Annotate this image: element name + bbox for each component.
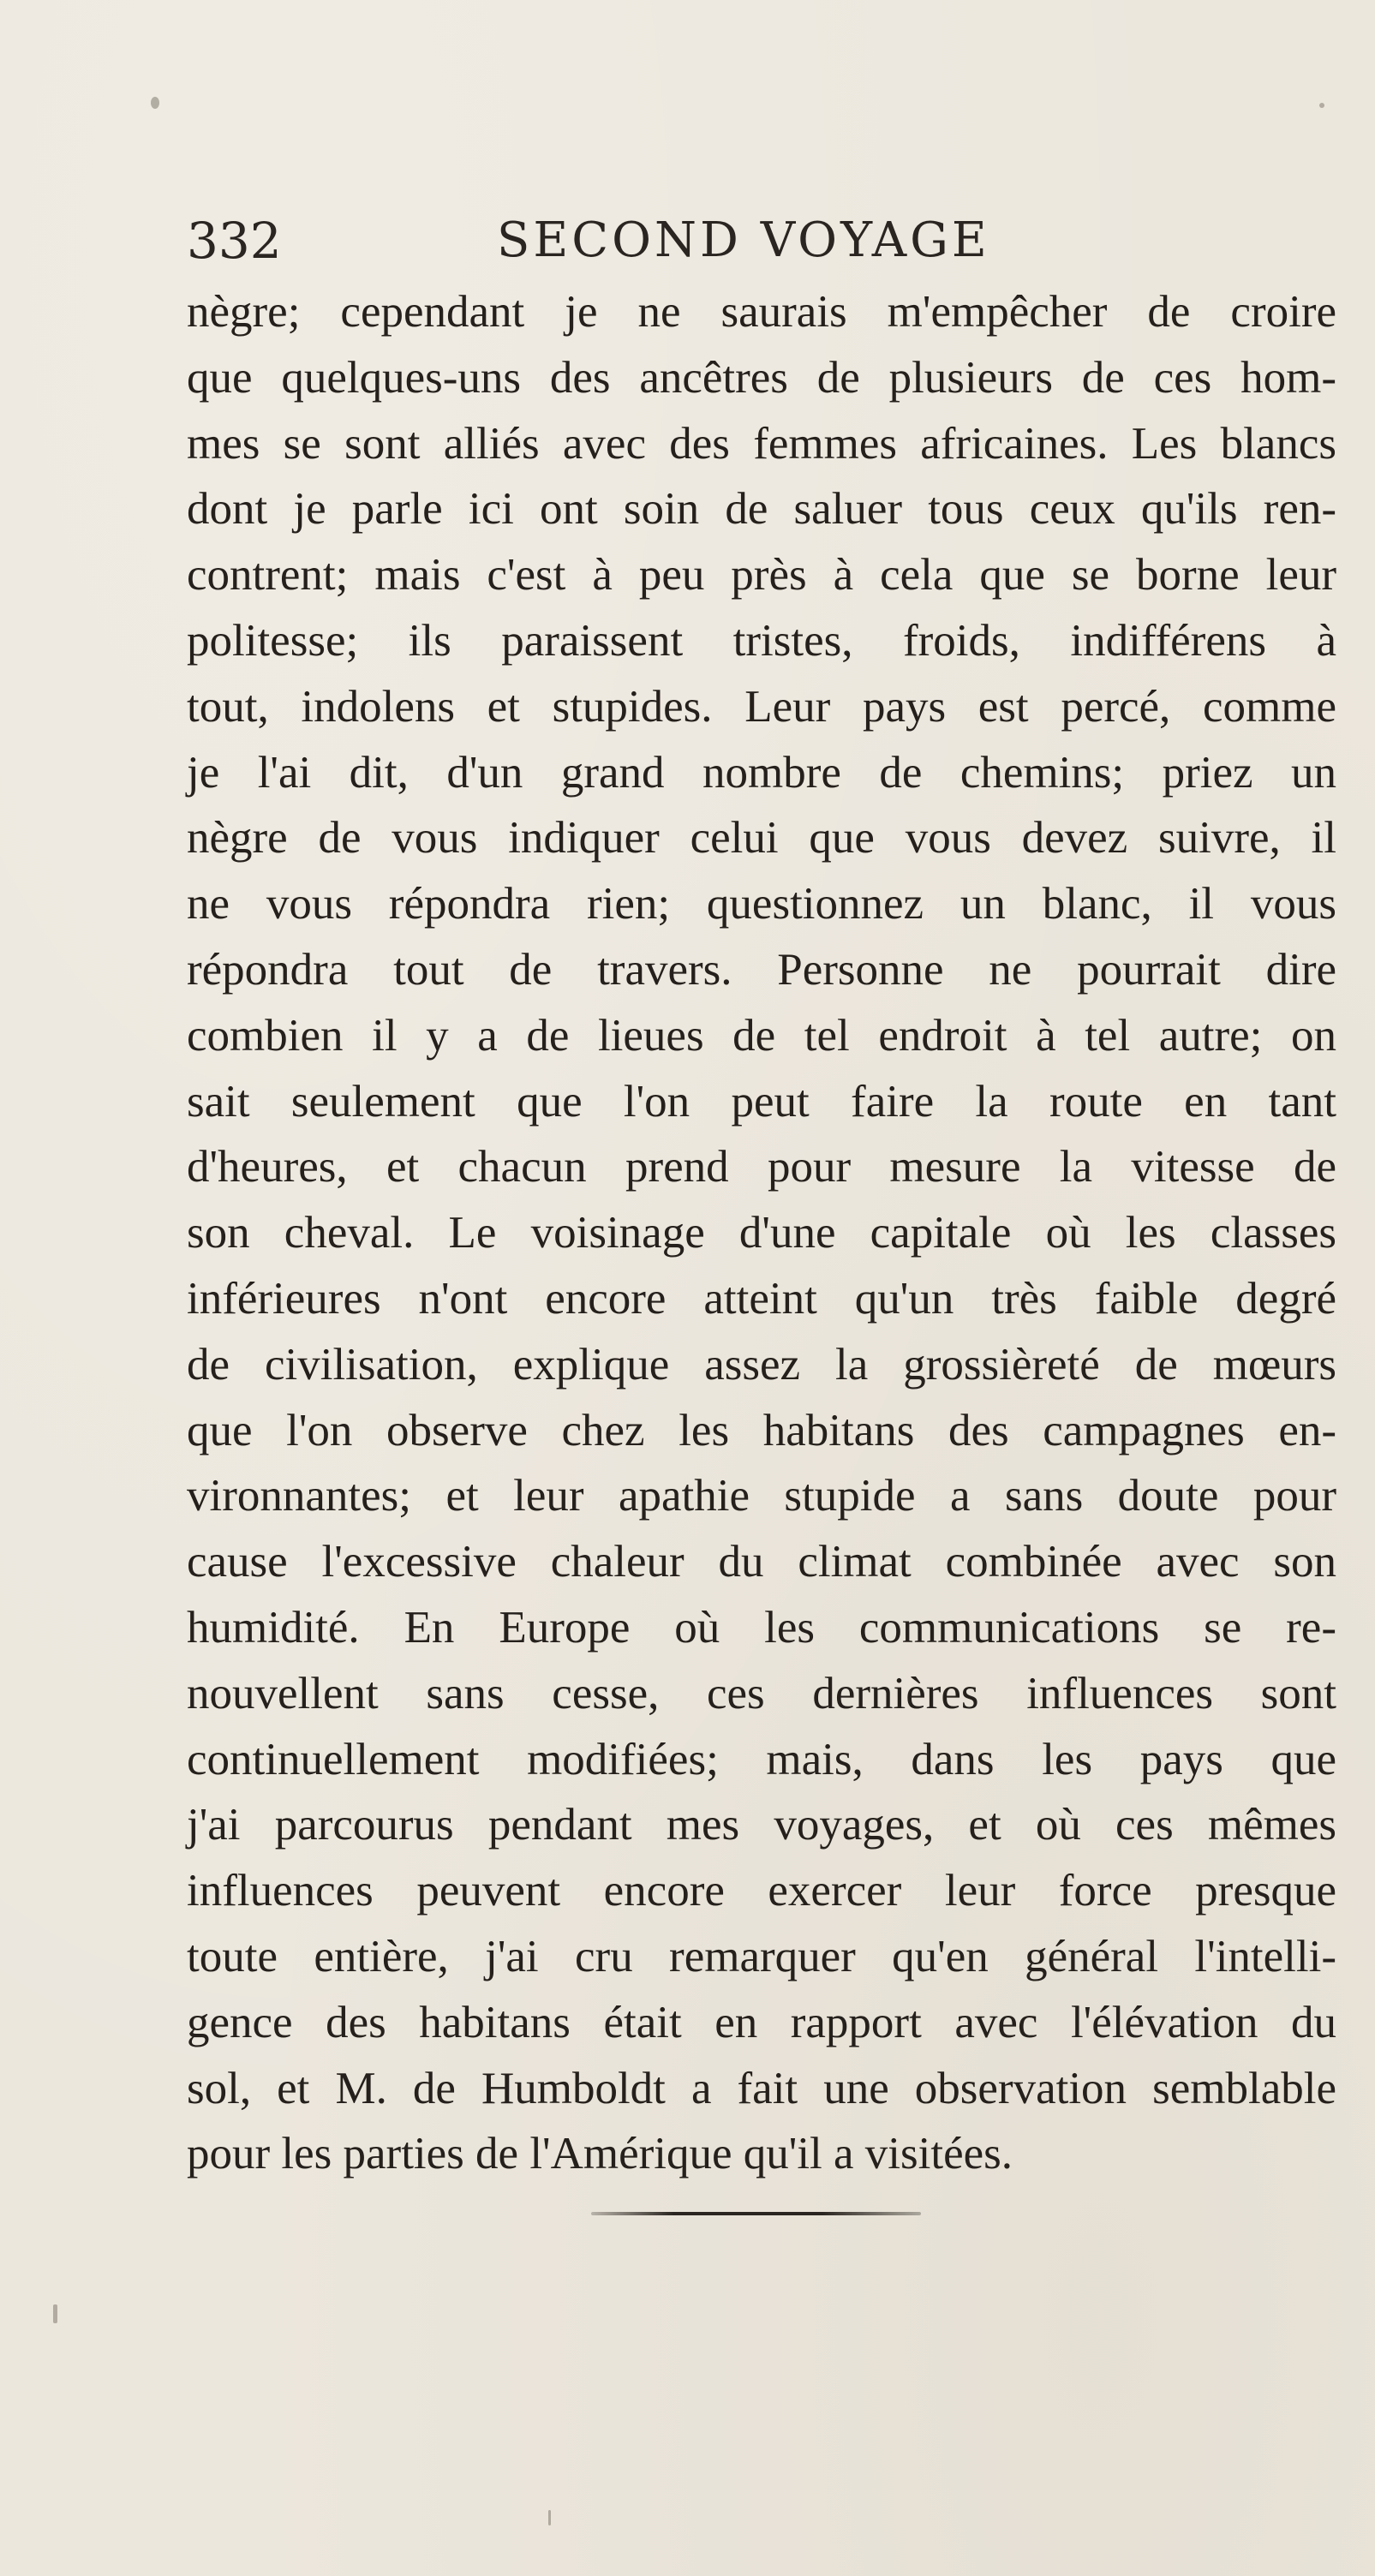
page-number: 332 xyxy=(187,212,282,270)
text-line: d'heures, et chacun prend pour mesure la vitesse de xyxy=(187,1142,1336,1192)
text-line: vironnantes; et leur apathie stupide a sans doute pour xyxy=(187,1471,1336,1521)
text-line: répondra tout de travers. Personne ne pourrait dire xyxy=(187,944,1336,995)
text-line: ne vous répondra rien; questionnez un blanc, il vous xyxy=(187,879,1336,929)
text-line: sol, et M. de Humboldt a fait une observation semblable xyxy=(187,2063,1336,2113)
text-line: pour les parties de l'Amérique qu'il a visitées. xyxy=(187,2129,1013,2179)
text-line: j'ai parcourus pendant mes voyages, et où ces mêmes xyxy=(187,1800,1336,1850)
page-header xyxy=(187,211,1335,271)
body-text xyxy=(187,279,1336,2187)
text-line: contrent; mais c'est à peu près à cela que se borne leur xyxy=(187,550,1336,601)
text-line: nouvellent sans cesse, ces dernières influences sont xyxy=(187,1668,1336,1718)
text-line: tout, indolens et stupides. Leur pays est percé, comme xyxy=(187,681,1336,732)
text-line: mes se sont alliés avec des femmes africaines. Les blancs xyxy=(187,418,1336,469)
text-line: dont je parle ici ont soin de saluer tous ceux qu'ils ren- xyxy=(187,484,1336,535)
text-line: continuellement modifiées; mais, dans les pays que xyxy=(187,1734,1336,1784)
text-line: nègre de vous indiquer celui que vous devez suivre, il xyxy=(187,813,1336,864)
text-line: humidité. En Europe où les communications se re- xyxy=(187,1602,1336,1653)
text-line: que quelques-uns des ancêtres de plusieurs de ces hom- xyxy=(187,352,1336,403)
paper-speck xyxy=(53,2304,57,2323)
text-line: sait seulement que l'on peut faire la route en tant xyxy=(187,1076,1336,1127)
text-line: cause l'excessive chaleur du climat combinée avec son xyxy=(187,1537,1336,1587)
text-line: que l'on observe chez les habitans des campagnes en- xyxy=(187,1405,1336,1455)
text-line: combien il y a de lieues de tel endroit à tel autre; on xyxy=(187,1010,1336,1061)
text-line: influences peuvent encore exercer leur force presque xyxy=(187,1866,1336,1916)
paper-speck xyxy=(548,2510,551,2525)
paper-speck xyxy=(1319,103,1324,108)
text-line: politesse; ils paraissent tristes, froids, indifférens à xyxy=(187,615,1336,666)
text-line: nègre; cependant je ne saurais m'empêcher de croire xyxy=(187,287,1336,337)
text-line: son cheval. Le voisinage d'une capitale où les classes xyxy=(187,1208,1336,1258)
text-line: inférieures n'ont encore atteint qu'un très faible degré xyxy=(187,1273,1336,1324)
text-line: toute entière, j'ai cru remarquer qu'en général l'intelli- xyxy=(187,1931,1336,1981)
paper-speck xyxy=(151,97,159,109)
running-head: SECOND VOYAGE xyxy=(497,212,990,268)
text-line: je l'ai dit, d'un grand nombre de chemins; priez un xyxy=(187,747,1336,798)
end-rule xyxy=(591,2212,921,2215)
text-line: gence des habitans était en rapport avec l'élévation du xyxy=(187,1997,1336,2047)
text-line: de civilisation, explique assez la grossièreté de mœurs xyxy=(187,1339,1336,1390)
